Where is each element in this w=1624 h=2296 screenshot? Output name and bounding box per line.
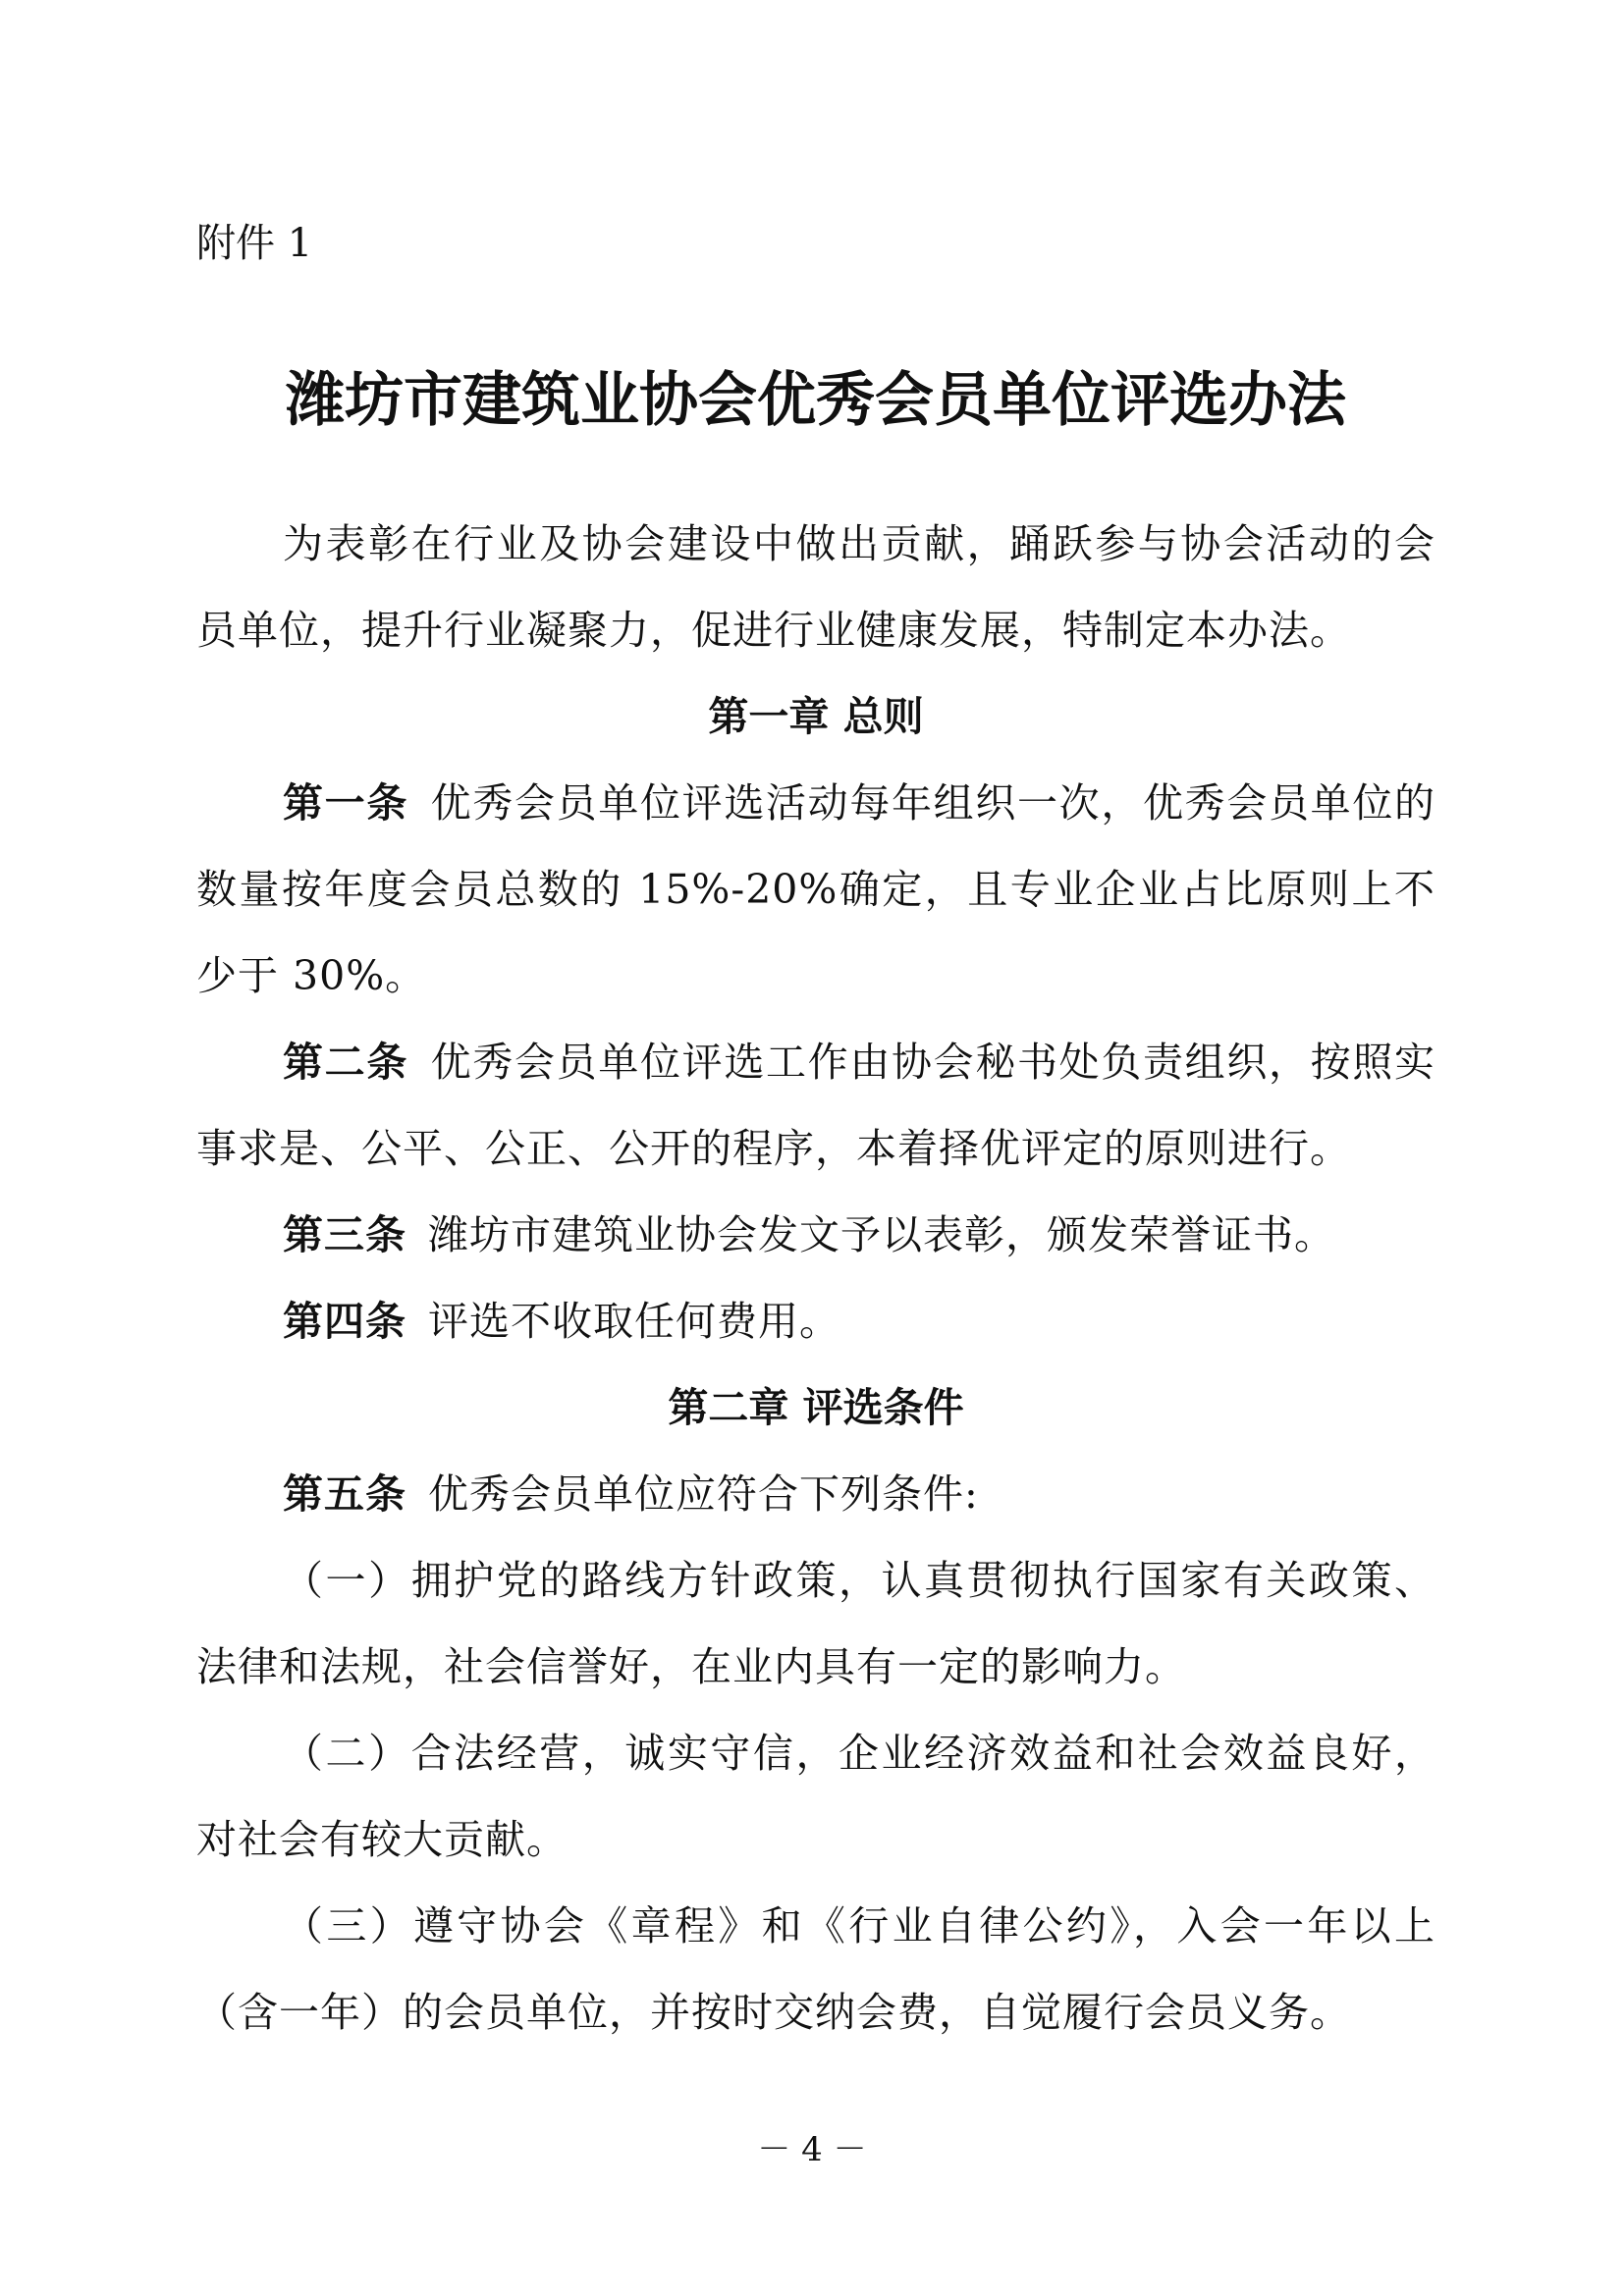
article-2	[196, 1019, 1435, 1192]
condition-2: （二）合法经营，诚实守信，企业经济效益和社会效益良好，对社会有较大贡献。	[196, 1730, 1435, 1863]
article-2-text: 优秀会员单位评选工作由协会秘书处负责组织，按照实事求是、公平、公正、公开的程序，本着择优评定的原则进行。	[196, 1039, 1435, 1172]
article-5-text: 优秀会员单位应符合下列条件:	[428, 1470, 979, 1518]
article-3-label: 第三条	[283, 1211, 406, 1258]
preamble-paragraph: 为表彰在行业及协会建设中做出贡献，踊跃参与协会活动的会员单位，提升行业凝聚力，促进行业健康发展，特制定本办法。	[196, 520, 1435, 654]
article-4	[196, 1278, 1435, 1364]
article-3	[196, 1192, 1435, 1278]
article-4-label: 第四条	[283, 1298, 406, 1345]
article-1-label: 第一条	[283, 779, 408, 827]
chapter-1-heading: 第一章 总则	[708, 693, 924, 740]
article-1	[196, 760, 1435, 1019]
article-5	[196, 1451, 1435, 1537]
attachment-label: 附件 1	[196, 221, 313, 266]
article-2-label: 第二条	[283, 1039, 408, 1086]
article-5-label: 第五条	[283, 1470, 406, 1518]
page-number: － 4 －	[757, 2130, 867, 2169]
condition-1: （一）拥护党的路线方针政策，认真贯彻执行国家有关政策、法律和法规，社会信誉好，在业内具有一定的影响力。	[196, 1557, 1435, 1690]
article-3-text: 潍坊市建筑业协会发文予以表彰，颁发荣誉证书。	[428, 1211, 1335, 1258]
chapter-2-heading: 第二章 评选条件	[668, 1384, 964, 1431]
document-body	[196, 501, 1435, 2056]
document-title: 潍坊市建筑业协会优秀会员单位评选办法	[286, 366, 1346, 435]
article-1-text: 优秀会员单位评选活动每年组织一次，优秀会员单位的数量按年度会员总数的 15%-20%确定，且专业企业占比原则上不少于 30%。	[196, 779, 1435, 999]
condition-3: （三）遵守协会《章程》和《行业自律公约》，入会一年以上（含一年）的会员单位，并按时交纳会费，自觉履行会员义务。	[196, 1902, 1435, 2036]
article-4-text: 评选不收取任何费用。	[428, 1298, 840, 1345]
